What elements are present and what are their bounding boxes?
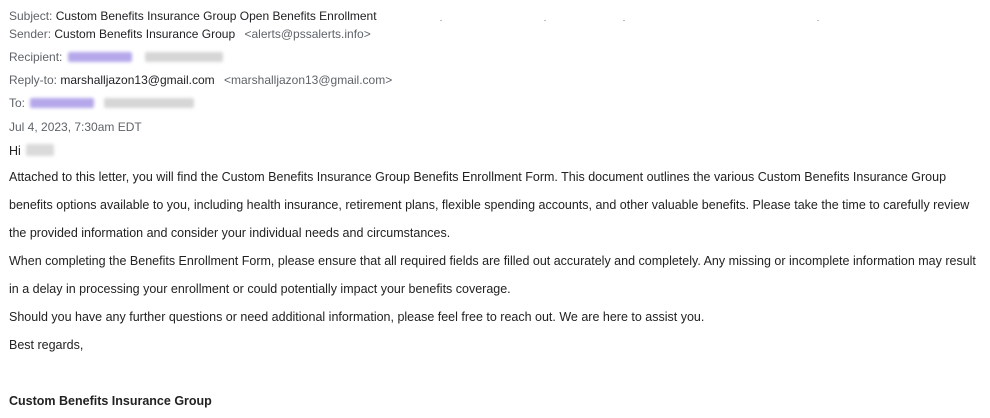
email-view bbox=[9, 8, 981, 415]
replyto-address[interactable]: <marshalljazon13@gmail.com> bbox=[223, 73, 393, 87]
closing: Best regards, bbox=[9, 338, 84, 352]
body-paragraph: Should you have any further questions or need additional information, please feel free to reach out. We are here to assist you. bbox=[9, 310, 705, 324]
redacted-recipient-address bbox=[145, 52, 223, 62]
sender-row bbox=[9, 26, 981, 44]
redacted-greeting-name bbox=[26, 144, 54, 156]
sender-address[interactable]: <alerts@pssalerts.info> bbox=[244, 27, 371, 41]
redacted-to-address bbox=[104, 98, 194, 108]
redacted-to-name bbox=[30, 98, 94, 108]
body-paragraph: When completing the Benefits Enrollment Form, please ensure that all required fields are filled out accurately and completely. Any missing or incomplete information may result in a delay in processing your enrollment or could potentially impact your benefits coverage. bbox=[9, 254, 976, 296]
replyto-row bbox=[9, 72, 981, 90]
subject-label: Subject: bbox=[9, 9, 53, 23]
greeting-text: Hi bbox=[9, 144, 21, 158]
subject-row bbox=[9, 8, 981, 26]
signature: Custom Benefits Insurance Group bbox=[9, 394, 212, 408]
greeting bbox=[9, 143, 981, 161]
sender-name[interactable]: Custom Benefits Insurance Group bbox=[54, 27, 236, 41]
to-row bbox=[9, 95, 981, 113]
recipient-label: Recipient: bbox=[9, 50, 63, 64]
subject-text: Custom Benefits Insurance Group Open Benefits Enrollment bbox=[55, 9, 377, 23]
recipient-row bbox=[9, 49, 981, 67]
body-paragraph: Attached to this letter, you will find the Custom Benefits Insurance Group Benefits Enrollment Form. This document outlines the various Custom Benefits Insurance Group benefits options available to you, including health insurance, retirement plans, flexible spending accounts, and other valuable benefits. Please take the time to carefully review the provided information and consider your individual needs and circumstances. bbox=[9, 170, 970, 240]
to-label: To: bbox=[9, 96, 26, 110]
email-date: Jul 4, 2023, 7:30am EDT bbox=[9, 120, 142, 134]
replyto-label: Reply-to: bbox=[9, 73, 58, 87]
redacted-recipient-name bbox=[68, 52, 132, 62]
sender-label: Sender: bbox=[9, 27, 52, 41]
replyto-name[interactable]: marshalljazon13@gmail.com bbox=[60, 73, 215, 87]
